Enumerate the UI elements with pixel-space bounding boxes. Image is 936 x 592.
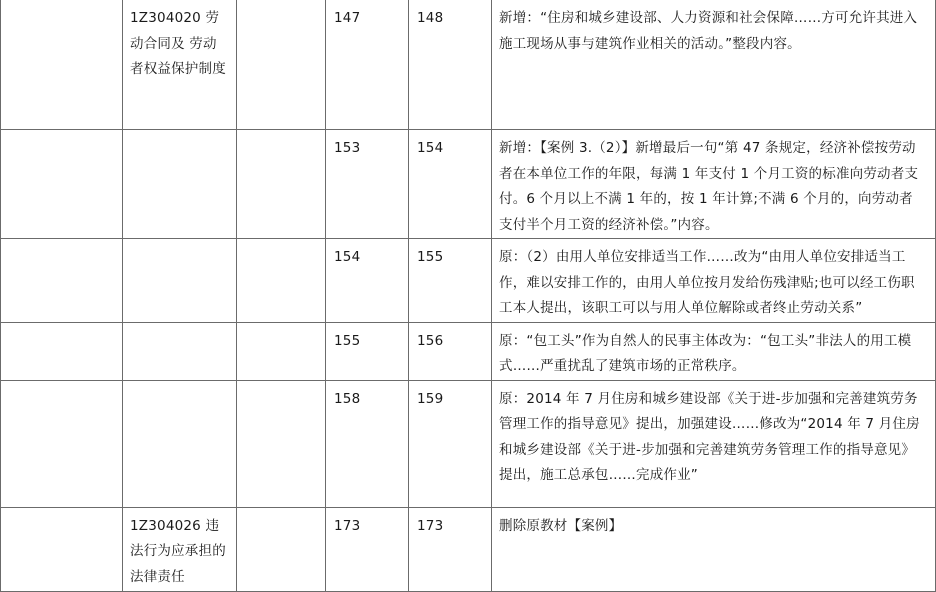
blank-cell xyxy=(1,380,123,507)
change-description-cell: 原：（2）由用人单位安排适当工作……改为“由用人单位安排适当工作，难以安排工作的，由用人单位按月发给伤残津贴;也可以经工伤职工本人提出，该职工可以与用人单位解除或者终止劳动关系” xyxy=(492,239,936,323)
old-page-cell: 158 xyxy=(326,380,409,507)
new-page-cell: 173 xyxy=(409,507,492,591)
blank-cell xyxy=(1,130,123,239)
section-cell: 1Z304026 违法行为应承担的法律责任 xyxy=(123,507,237,591)
new-page-cell: 155 xyxy=(409,239,492,323)
new-page-cell: 154 xyxy=(409,130,492,239)
table-row xyxy=(1,380,936,507)
table-row xyxy=(1,239,936,323)
blank-cell xyxy=(237,0,326,130)
blank-cell xyxy=(237,380,326,507)
old-page-cell: 154 xyxy=(326,239,409,323)
change-description-cell: 原：“包工头”作为自然人的民事主体改为：“包工头”非法人的用工模式……严重扰乱了建筑市场的正常秩序。 xyxy=(492,322,936,380)
table-row xyxy=(1,507,936,591)
change-description-cell: 新增：【案例 3.（2）】新增最后一句“第 47 条规定，经济补偿按劳动者在本单位工作的年限，每满 1 年支付 1 个月工资的标准向劳动者支付。6 个月以上不满 1 年的，按 1 年计算;不满 6 个月的，向劳动者支付半个月工资的经济补偿。”内容。 xyxy=(492,130,936,239)
old-page-cell: 155 xyxy=(326,322,409,380)
blank-cell xyxy=(237,239,326,323)
table-row xyxy=(1,0,936,130)
old-page-cell: 147 xyxy=(326,0,409,130)
blank-cell xyxy=(237,507,326,591)
blank-cell xyxy=(1,322,123,380)
new-page-cell: 148 xyxy=(409,0,492,130)
change-description-cell: 原：2014 年 7 月住房和城乡建设部《关于进-步加强和完善建筑劳务管理工作的指导意见》提出，加强建设……修改为“2014 年 7 月住房和城乡建设部《关于进-步加强和完善建筑劳务管理工作的指导意见》提出，施工总承包……完成作业” xyxy=(492,380,936,507)
section-cell xyxy=(123,239,237,323)
change-description-cell: 删除原教材【案例】 xyxy=(492,507,936,591)
blank-cell xyxy=(1,0,123,130)
section-cell xyxy=(123,130,237,239)
blank-cell xyxy=(1,507,123,591)
blank-cell xyxy=(237,322,326,380)
blank-cell xyxy=(1,239,123,323)
old-page-cell: 173 xyxy=(326,507,409,591)
section-cell xyxy=(123,322,237,380)
section-cell xyxy=(123,380,237,507)
old-page-cell: 153 xyxy=(326,130,409,239)
change-description-cell: 新增：“住房和城乡建设部、人力资源和社会保障……方可允许其进入施工现场从事与建筑作业相关的活动。”整段内容。 xyxy=(492,0,936,130)
table-row xyxy=(1,322,936,380)
table-row xyxy=(1,130,936,239)
blank-cell xyxy=(237,130,326,239)
new-page-cell: 159 xyxy=(409,380,492,507)
section-cell: 1Z304020 劳动合同及 劳动者权益保护制度 xyxy=(123,0,237,130)
new-page-cell: 156 xyxy=(409,322,492,380)
